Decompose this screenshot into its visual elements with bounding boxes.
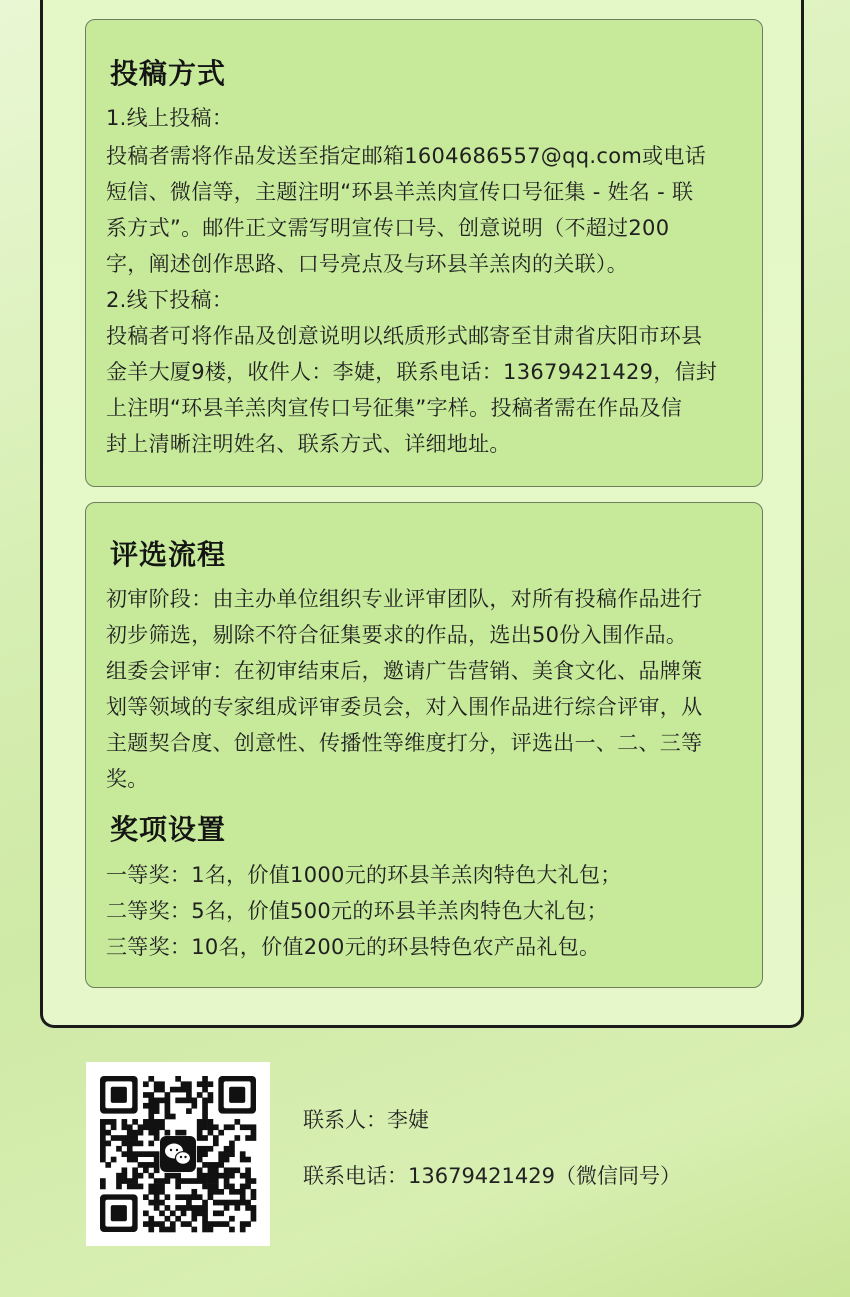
qr-finder: [229, 1087, 245, 1103]
review-line: 初步筛选，剔除不符合征集要求的作品，选出50份入围作品。: [106, 623, 688, 647]
submission-line: 投稿者需将作品发送至指定邮箱1604686557@qq.com或电话: [106, 144, 706, 168]
submission-line: 上注明“环县羊羔肉宣传口号征集”字样。投稿者需在作品及信: [106, 396, 683, 420]
wechat-icon: [160, 1136, 196, 1172]
submission-line: 系方式”。邮件正文需写明宣传口号、创意说明（不超过200: [106, 216, 670, 240]
submission-line: 字，阐述创作思路、口号亮点及与环县羊羔肉的关联）。: [106, 252, 628, 276]
submission-line: 金羊大厦9楼，收件人：李婕，联系电话：13679421429，信封: [106, 360, 718, 384]
review-line: 初审阶段：由主办单位组织专业评审团队，对所有投稿作品进行: [106, 587, 703, 611]
submission-card: [85, 19, 763, 487]
contact-person: 联系人：李婕: [303, 1108, 429, 1132]
qr-code-image: [86, 1062, 270, 1246]
submission-line: 短信、微信等，主题注明“环县羊羔肉宣传口号征集 - 姓名 - 联: [106, 180, 694, 204]
submission-line: 投稿者可将作品及创意说明以纸质形式邮寄至甘肃省庆阳市环县: [106, 324, 703, 348]
review-line: 主题契合度、创意性、传播性等维度打分，评选出一、二、三等: [106, 731, 703, 755]
award-line: 二等奖：5名，价值500元的环县羊羔肉特色大礼包；: [106, 899, 608, 923]
award-line: 三等奖：10名，价值200元的环县特色农产品礼包。: [106, 935, 601, 959]
review-card: [85, 502, 763, 988]
award-line: 一等奖：1名，价值1000元的环县羊羔肉特色大礼包；: [106, 863, 622, 887]
qr-finder: [111, 1205, 127, 1221]
awards-title: 奖项设置: [110, 813, 227, 846]
qr-finder: [111, 1087, 127, 1103]
submission-line: 2.线下投稿：: [106, 288, 234, 312]
review-title: 评选流程: [110, 538, 227, 571]
submission-title: 投稿方式: [110, 57, 227, 90]
wechat-qr-code[interactable]: [86, 1062, 270, 1246]
review-line: 组委会评审：在初审结束后，邀请广告营销、美食文化、品牌策: [106, 659, 703, 683]
submission-line: 1.线上投稿：: [106, 106, 234, 130]
review-line: 奖。: [106, 767, 149, 791]
submission-line: 封上清晰注明姓名、联系方式、详细地址。: [106, 432, 511, 456]
contact-phone: 联系电话：13679421429（微信同号）: [303, 1164, 681, 1188]
review-line: 划等领域的专家组成评审委员会，对入围作品进行综合评审，从: [106, 695, 703, 719]
